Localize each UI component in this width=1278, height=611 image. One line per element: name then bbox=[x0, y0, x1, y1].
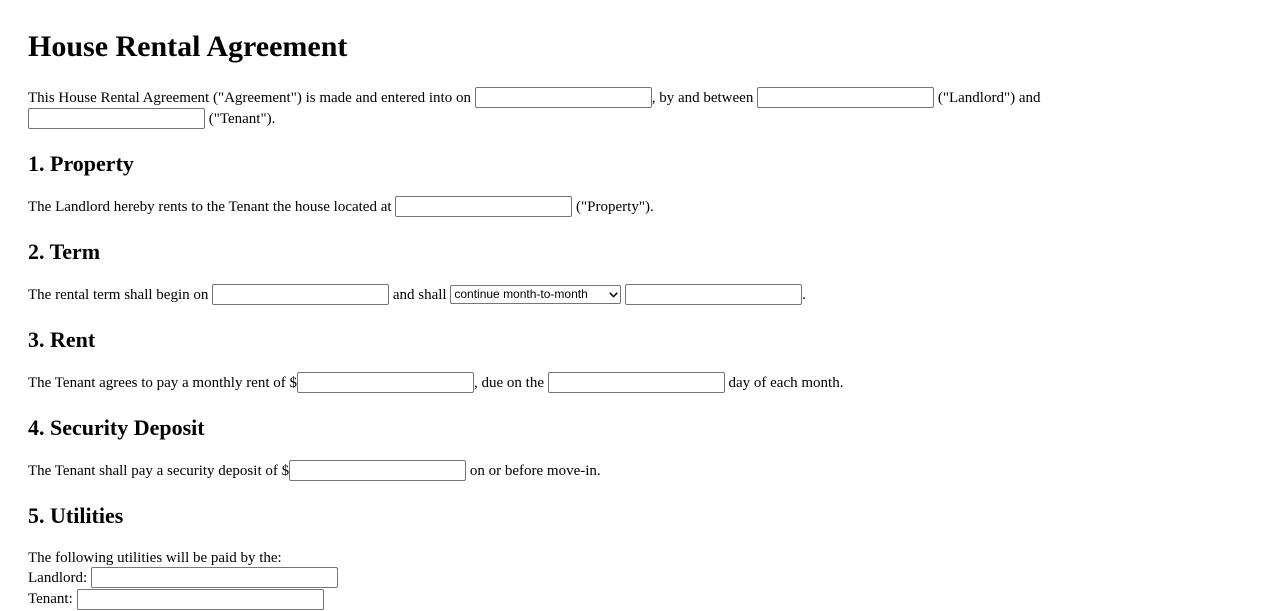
section-heading-utilities: 5. Utilities bbox=[28, 503, 124, 529]
utilities-text: The following utilities will be paid by the: bbox=[28, 550, 282, 567]
chevron-down-icon bbox=[606, 286, 620, 303]
rent-paragraph bbox=[28, 373, 1258, 394]
term-text: and shall bbox=[392, 287, 447, 304]
term-end-input[interactable] bbox=[625, 284, 802, 305]
deposit-text: on or before move-in. bbox=[469, 463, 601, 480]
utilities-landlord-label: Landlord: bbox=[28, 570, 88, 587]
property-text: ("Property"). bbox=[576, 199, 654, 216]
intro-paragraph bbox=[28, 88, 1258, 130]
section-heading-security-deposit: 4. Security Deposit bbox=[28, 415, 205, 441]
rent-text: , due on the bbox=[474, 375, 544, 392]
intro-text: ("Tenant"). bbox=[208, 111, 276, 128]
page-title: House Rental Agreement bbox=[28, 30, 348, 63]
spacer bbox=[28, 306, 1258, 327]
spacer bbox=[28, 130, 1258, 151]
spacer bbox=[28, 177, 1258, 197]
property-paragraph bbox=[28, 197, 1258, 218]
utilities-paragraph bbox=[28, 548, 1258, 610]
spacer bbox=[28, 394, 1258, 415]
term-text: . bbox=[802, 287, 806, 304]
term-paragraph bbox=[28, 285, 1258, 306]
landlord-name-input[interactable] bbox=[757, 87, 934, 108]
utilities-tenant-label: Tenant: bbox=[28, 591, 73, 608]
term-type-selected-value: continue month-to-month bbox=[454, 287, 588, 302]
section-heading-property: 1. Property bbox=[28, 151, 134, 177]
term-start-input[interactable] bbox=[212, 284, 389, 305]
deposit-text: The Tenant shall pay a security deposit of $ bbox=[28, 463, 290, 480]
term-text: The rental term shall begin on bbox=[28, 287, 209, 304]
agreement-date-input[interactable] bbox=[475, 87, 652, 108]
spacer bbox=[28, 65, 1258, 88]
spacer bbox=[28, 482, 1258, 503]
tenant-name-input[interactable] bbox=[28, 108, 205, 129]
intro-text: , by and between bbox=[651, 90, 754, 106]
utilities-tenant-input[interactable] bbox=[77, 589, 324, 610]
utilities-landlord-input[interactable] bbox=[91, 567, 338, 588]
spacer bbox=[28, 441, 1258, 461]
intro-text: ("Landlord") and bbox=[937, 90, 1041, 106]
rent-amount-input[interactable] bbox=[297, 372, 474, 393]
spacer bbox=[28, 218, 1258, 239]
property-address-input[interactable] bbox=[395, 196, 572, 217]
spacer bbox=[28, 353, 1258, 373]
section-heading-term: 2. Term bbox=[28, 239, 101, 265]
property-text: The Landlord hereby rents to the Tenant the house located at bbox=[28, 199, 392, 216]
rent-text: day of each month. bbox=[728, 375, 844, 392]
section-heading-rent: 3. Rent bbox=[28, 327, 96, 353]
intro-text: This House Rental Agreement ("Agreement") is made and entered into on bbox=[28, 90, 471, 106]
rent-text: The Tenant agrees to pay a monthly rent of $ bbox=[28, 375, 298, 392]
deposit-paragraph bbox=[28, 461, 1258, 482]
spacer bbox=[28, 529, 1258, 548]
deposit-amount-input[interactable] bbox=[289, 460, 466, 481]
spacer bbox=[28, 265, 1258, 285]
rent-due-day-input[interactable] bbox=[548, 372, 725, 393]
term-type-select[interactable] bbox=[450, 285, 621, 304]
rental-agreement-form bbox=[28, 0, 1258, 611]
